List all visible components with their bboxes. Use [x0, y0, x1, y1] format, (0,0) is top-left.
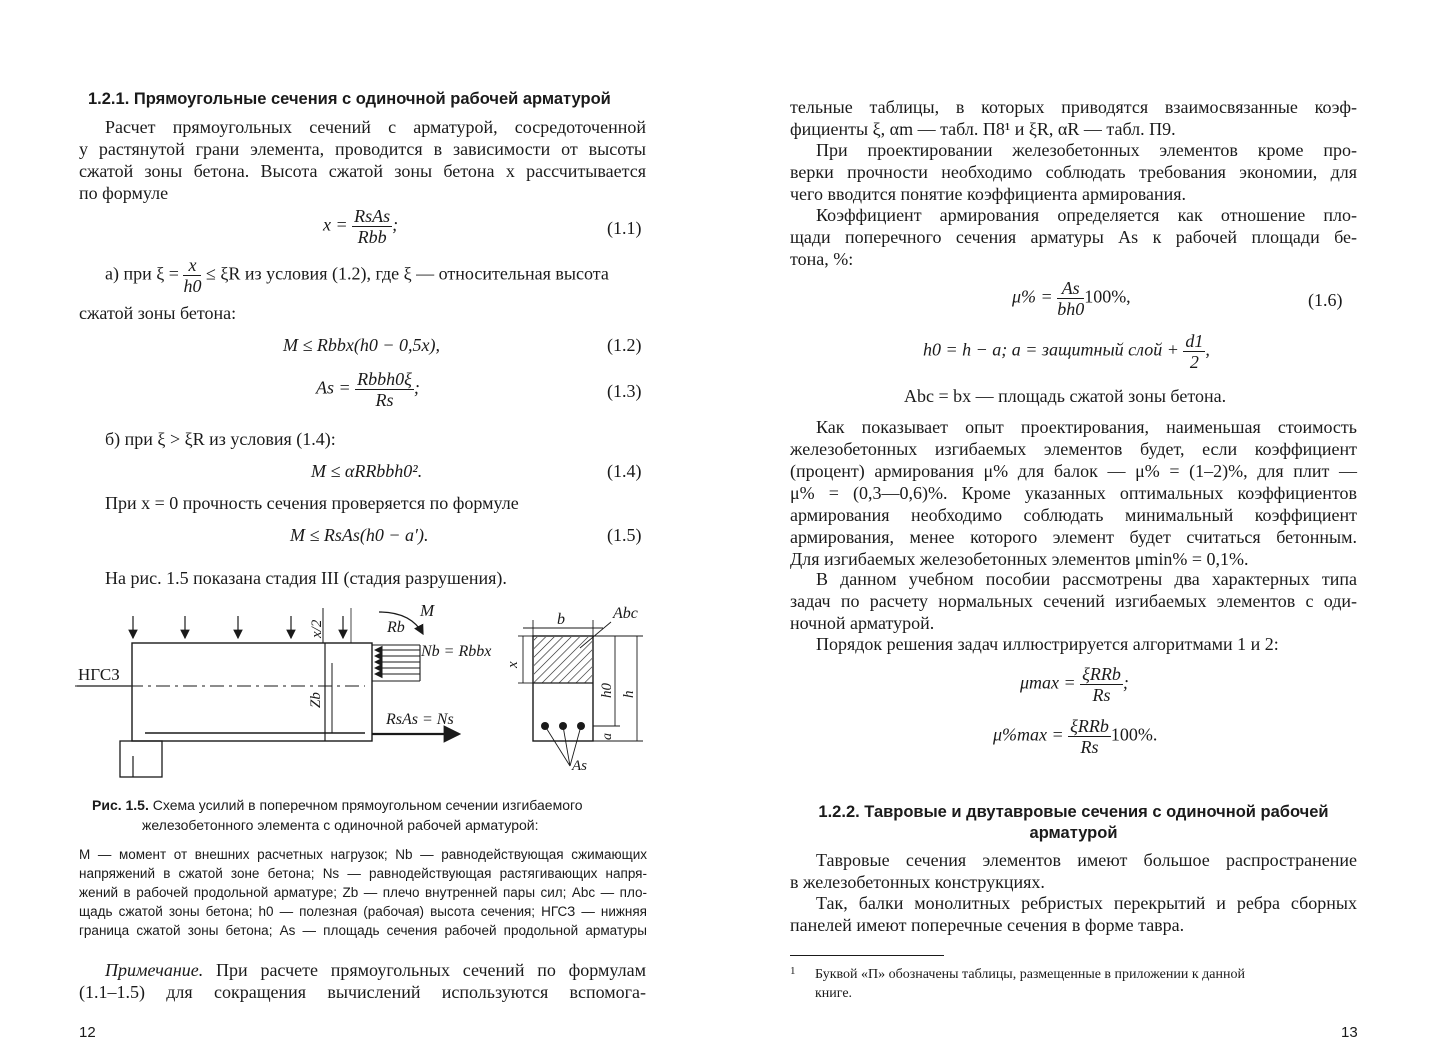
section-heading: 1.2.1. Прямоугольные сечения с одиночной рабочей арматурой [88, 90, 611, 108]
eq-tail: 100%. [1110, 724, 1158, 745]
caption-text: Схема усилий в поперечном прямоугольном сечении изгибаемого [152, 797, 583, 813]
eq-denominator: 2 [1189, 352, 1199, 372]
label-x: x [505, 661, 521, 668]
beam-outline [132, 643, 372, 741]
text-line: панелей имеют поперечные сечения в форме тавра. [790, 915, 1185, 935]
label-m: M [420, 601, 435, 620]
eq-tail: ; [1122, 672, 1129, 693]
footnote-rule [790, 955, 944, 956]
equation-number: (1.1) [607, 218, 642, 238]
eq-numerator: ξRRb [1082, 664, 1121, 684]
label-b: b [557, 611, 565, 628]
text-line: Для изгибаемых железобетонных элементов μmin% = 0,1%. [790, 549, 1249, 569]
text-line: задач по расчету нормальных сечений изгибаемых элементов с оди- [790, 591, 1357, 611]
equation-1-4: M ≤ αRRbbh0². [311, 461, 423, 481]
legend-line: щадь сжатой зоны бетона; h0 — полезная (рабочая) высота сечения; НГСЗ — нижняя [79, 904, 647, 919]
h0-text: h0 = h − a; a = защитный слой + [923, 339, 1179, 360]
label-a: a [600, 733, 615, 740]
text-line: в железобетонных конструкциях. [790, 872, 1045, 892]
text-line: μ% = (0,3—0,6)%. Кроме указанных оптимальных коэффициентов [790, 483, 1357, 503]
case-b-line: б) при ξ > ξR из условия (1.4): [105, 429, 336, 449]
equation-1-5: M ≤ RsAs(h0 − a′). [290, 525, 429, 545]
note-paragraph [79, 959, 646, 1003]
figure-legend [79, 845, 647, 940]
eq-lhs: x = [323, 214, 348, 235]
footnote-mark: 1 [790, 965, 796, 977]
label-h: h [621, 690, 637, 698]
eq-denominator: bh0 [1057, 299, 1085, 319]
equation-number: (1.5) [607, 525, 642, 545]
paragraph [790, 568, 1357, 634]
figure-1-5-diagram [75, 598, 655, 783]
eq-tail: ; [392, 214, 399, 235]
label-nb: Nb = Rbbx [421, 643, 492, 660]
text-line: у растянутой грани элемента, проводится в зависимости от высоты [79, 139, 646, 159]
eq-numerator: ξRRb [1070, 716, 1109, 736]
note-label: Примечание. [105, 960, 204, 980]
equation-number: (1.3) [607, 381, 642, 401]
eq-numerator: d1 [1185, 331, 1204, 351]
equation-1-2: M ≤ Rbbx(h0 − 0,5x), [283, 335, 440, 355]
case-a-rest: ≤ ξR из условия (1.2), где ξ — относительная высота [205, 263, 609, 284]
continuation-paragraph [790, 96, 1357, 140]
equation-number: (1.2) [607, 335, 642, 355]
equation-1-1 [323, 206, 398, 247]
paragraph [790, 892, 1357, 936]
note-line [79, 959, 646, 981]
compressed-zone [534, 637, 592, 683]
text-line: щади поперечного сечения арматуры As к рабочей площади бе- [790, 227, 1357, 247]
equation-number: (1.6) [1308, 290, 1343, 310]
eq-numerator: Rbbh0ξ [357, 369, 412, 389]
text-line: (процент) армирования μ% для балок — μ% = (1–2)%, для плит — [790, 461, 1357, 481]
equation-number: (1.4) [607, 461, 642, 481]
ngsz-label: НГСЗ [78, 665, 120, 684]
support [120, 741, 162, 777]
text-line: фициенты ξ, αm — табл. П8¹ и ξR, αR — табл. П9. [790, 119, 1176, 139]
eq-denominator: Rs [1092, 685, 1111, 705]
eq-lhs: μmax = [1020, 672, 1076, 693]
h0-formula [923, 331, 1210, 372]
abc-line: Abc = bx — площадь сжатой зоны бетона. [904, 386, 1227, 406]
legend-line: жений в рабочей продольной арматуре; Zb — плечо внутренней пары сил; Abc — пло- [79, 885, 647, 900]
right-page [717, 0, 1434, 1045]
text-line: тельные таблицы, в которых приводятся взаимосвязанные коэф- [790, 97, 1357, 117]
label-rsas: RsAs = Ns [386, 711, 454, 728]
cross-section [505, 605, 643, 774]
case-a-prefix: а) при ξ = [105, 263, 179, 284]
mu-pct-max-formula [993, 716, 1157, 757]
eq-denominator: Rs [1080, 737, 1099, 757]
equation-1-3 [316, 369, 420, 410]
text-line: При проектировании железобетонных элементов кроме про- [816, 140, 1357, 160]
text-line: В данном учебном пособии рассмотрены два характерных типа [816, 569, 1357, 589]
heading-line: 1.2.2. Тавровые и двутавровые сечения с одиночной рабочей [818, 803, 1329, 821]
footnote-line: Буквой «П» обозначены таблицы, размещенные в приложении к данной [815, 967, 1245, 982]
text-line: Расчет прямоугольных сечений с арматурой, сосредоточенной [105, 117, 646, 137]
text-line: Тавровые сечения элементов имеют большое распространение [816, 850, 1357, 870]
legend-line: M — момент от внешних расчетных нагрузок; Nb — равнодействующая сжимающих [79, 847, 647, 862]
eq-tail: ; [413, 377, 420, 398]
eq-denominator: Rs [375, 390, 394, 410]
text-line: Как показывает опыт проектирования, наименьшая стоимость [816, 417, 1357, 437]
eq-numerator: As [1057, 278, 1084, 299]
text-line: армирования необходимо соблюдать минимальный коэффициент [790, 505, 1357, 525]
text-line: тона, %: [790, 249, 854, 269]
equation-1-6 [1012, 278, 1131, 319]
mu-max-formula [1020, 664, 1129, 705]
case-a-denominator: h0 [183, 276, 202, 296]
eq-tail: 100%, [1084, 286, 1131, 307]
eq-lhs: μ%max = [993, 724, 1064, 745]
legend-line: граница сжатой зоны бетона; As — площадь сечения рабочей продольной арматуры [79, 923, 647, 938]
label-rb: Rb [387, 619, 405, 636]
eq-tail: , [1205, 339, 1210, 360]
text-line: ночной арматурой. [790, 613, 935, 633]
text-line: Порядок решения задач иллюстрируется алгоритмами 1 и 2: [816, 634, 1279, 654]
label-abc: Abc [613, 605, 638, 622]
text-line: Коэффициент армирования определяется как отношение пло- [816, 205, 1357, 225]
text-line: чего вводится понятие коэффициента армирования. [790, 184, 1187, 204]
text-line: по формуле [79, 183, 169, 203]
figure-caption-line1 [92, 796, 583, 815]
text-line: армирования, менее которого элемент будет считаться бетонным. [790, 527, 1357, 547]
intro-paragraph [79, 116, 646, 204]
label-zb: Zb [308, 692, 324, 708]
caption-label: Рис. 1.5. [92, 797, 149, 813]
figure-caption-line2: железобетонного элемента с одиночной рабочей арматурой: [142, 817, 539, 833]
eq-numerator: RsAs [354, 206, 391, 226]
text-line: При x = 0 прочность сечения проверяется по формуле [105, 493, 519, 513]
page-number: 13 [1341, 1024, 1358, 1041]
paragraph [790, 139, 1357, 205]
note-line: (1.1–1.5) для сокращения вычислений используются вспомога- [79, 982, 646, 1002]
eq-denominator: Rbb [357, 227, 387, 247]
section-heading-2 [790, 802, 1357, 844]
heading-line: арматурой [1029, 824, 1118, 842]
page-number: 12 [79, 1024, 96, 1041]
label-h0: h0 [599, 683, 615, 698]
label-as: As [572, 758, 587, 774]
eq-lhs: As = [316, 377, 351, 398]
text-line: На рис. 1.5 показана стадия III (стадия разрушения). [105, 568, 507, 588]
stress-block [372, 645, 420, 681]
text-line: сжатой зоны бетона: [79, 303, 237, 323]
footnote-line: книге. [815, 986, 853, 1001]
footnote [790, 965, 1357, 1003]
legend-line: напряжений в сжатой зоне бетона; Ns — равнодействующая растягивающих напря- [79, 866, 647, 881]
label-x2: x/2 [309, 619, 325, 638]
paragraph [790, 416, 1357, 570]
case-a-line [105, 255, 609, 296]
text-line: верки прочности необходимо соблюдать требования экономии, для [790, 162, 1357, 182]
paragraph [790, 204, 1357, 270]
eq-lhs: μ% = [1012, 286, 1053, 307]
paragraph [790, 849, 1357, 893]
text-line: железобетонных изгибаемых элементов будет, если коэффициент [790, 439, 1357, 459]
text-line: Так, балки монолитных ребристых перекрытий и ребра сборных [816, 893, 1357, 913]
note-text: При расчете прямоугольных сечений по формулам [216, 960, 646, 980]
case-a-numerator: x [183, 255, 201, 276]
text-line: сжатой зоны бетона. Высота сжатой зоны бетона x рассчитывается [79, 161, 646, 181]
